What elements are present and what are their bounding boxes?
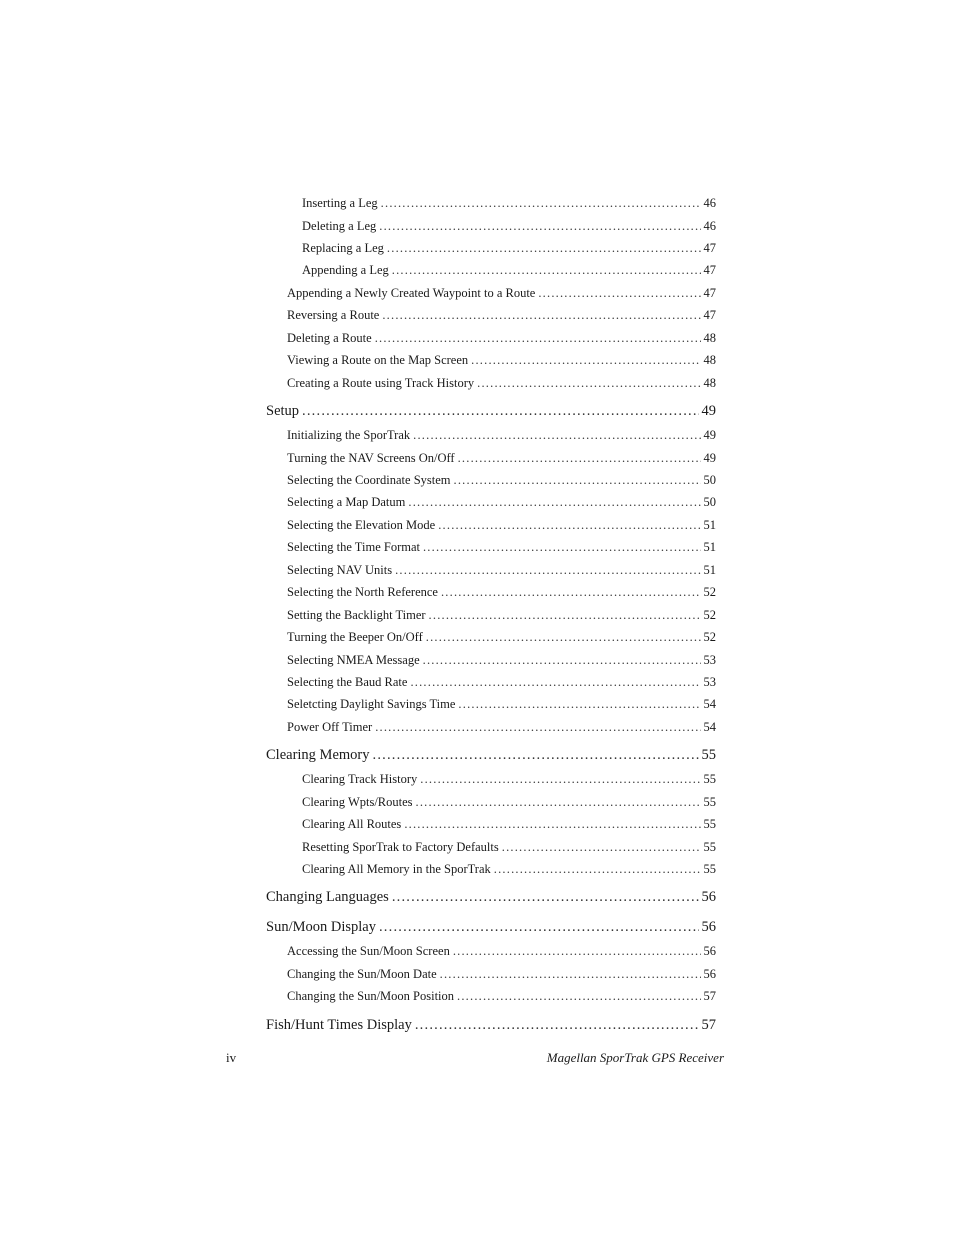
toc-entry-page: 50 bbox=[703, 473, 716, 487]
toc-entry-page: 56 bbox=[703, 967, 716, 981]
toc-entry-page: 55 bbox=[701, 747, 716, 763]
toc-entry-title: Initializing the SporTrak bbox=[287, 428, 411, 442]
toc-entry bbox=[287, 944, 716, 959]
toc-entry-title: Changing the Sun/Moon Position bbox=[287, 989, 455, 1003]
toc-entry-title: Changing Languages bbox=[266, 889, 389, 905]
toc-entry-page: 55 bbox=[703, 817, 716, 831]
toc-entry bbox=[287, 353, 716, 368]
toc-entry bbox=[287, 563, 716, 578]
toc-entry-title: Turning the Beeper On/Off bbox=[287, 630, 423, 644]
toc-entry-title: Selecting the Time Format bbox=[287, 540, 420, 554]
toc-entry bbox=[287, 286, 716, 301]
toc-entry-page: 52 bbox=[703, 630, 716, 644]
dot-leader bbox=[454, 473, 701, 488]
toc-entry-title: Clearing Track History bbox=[302, 772, 418, 786]
toc-entry-title: Deleting a Route bbox=[287, 331, 372, 345]
toc-entry bbox=[302, 196, 716, 211]
toc-entry bbox=[266, 747, 716, 764]
toc-entry bbox=[287, 308, 716, 323]
toc-entry-title: Selecting a Map Datum bbox=[287, 495, 406, 509]
toc-entry-title: Power Off Timer bbox=[287, 720, 373, 734]
toc-entry-page: 53 bbox=[703, 675, 716, 689]
toc-entry bbox=[287, 697, 716, 712]
toc-entry-title: Clearing Memory bbox=[266, 747, 370, 763]
dot-leader bbox=[379, 219, 700, 234]
toc-entry bbox=[287, 451, 716, 466]
toc-entry-page: 53 bbox=[703, 653, 716, 667]
toc-entry bbox=[287, 585, 716, 600]
toc-entry-title: Turning the NAV Screens On/Off bbox=[287, 451, 455, 465]
toc-entry-title: Inserting a Leg bbox=[302, 196, 378, 210]
dot-leader bbox=[387, 241, 701, 256]
toc-entry bbox=[287, 675, 716, 690]
toc-entry-page: 51 bbox=[703, 540, 716, 554]
dot-leader bbox=[381, 196, 701, 211]
toc-entry-page: 55 bbox=[703, 862, 716, 876]
dot-leader bbox=[392, 263, 701, 278]
toc-entry-page: 57 bbox=[701, 1017, 716, 1033]
toc-entry bbox=[287, 331, 716, 346]
dot-leader bbox=[458, 697, 700, 712]
toc-entry-title: Setting the Backlight Timer bbox=[287, 608, 426, 622]
toc-entry-title: Appending a Leg bbox=[302, 263, 389, 277]
dot-leader bbox=[538, 286, 700, 301]
toc-entry-title: Clearing All Routes bbox=[302, 817, 402, 831]
dot-leader bbox=[408, 495, 700, 510]
toc-entry-title: Resetting SporTrak to Factory Defaults bbox=[302, 840, 499, 854]
toc-entry bbox=[287, 989, 716, 1004]
toc-entry bbox=[302, 772, 716, 787]
toc-entry-page: 52 bbox=[703, 608, 716, 622]
dot-leader bbox=[441, 585, 701, 600]
toc-entry-title: Replacing a Leg bbox=[302, 241, 384, 255]
dot-leader bbox=[457, 989, 700, 1004]
toc-entry bbox=[287, 720, 716, 735]
dot-leader bbox=[423, 653, 701, 668]
toc-entry-title: Sun/Moon Display bbox=[266, 919, 376, 935]
dot-leader bbox=[415, 1017, 699, 1034]
toc-entry-title: Selecting the Elevation Mode bbox=[287, 518, 436, 532]
toc-entry bbox=[287, 630, 716, 645]
toc-entry-page: 48 bbox=[703, 376, 716, 390]
toc-entry-title: Accessing the Sun/Moon Screen bbox=[287, 944, 450, 958]
toc-entry-page: 48 bbox=[703, 353, 716, 367]
toc-entry-title: Appending a Newly Created Waypoint to a Route bbox=[287, 286, 536, 300]
toc-entry bbox=[287, 653, 716, 668]
dot-leader bbox=[420, 772, 700, 787]
toc-entry-title: Selecting the Coordinate System bbox=[287, 473, 451, 487]
footer-book-title: Magellan SporTrak GPS Receiver bbox=[546, 1050, 724, 1065]
toc-entry bbox=[302, 241, 716, 256]
toc-entry-page: 46 bbox=[703, 219, 716, 233]
toc-entry-title: Selecting the North Reference bbox=[287, 585, 438, 599]
toc-entry bbox=[287, 495, 716, 510]
dot-leader bbox=[416, 795, 701, 810]
toc-entry-page: 51 bbox=[703, 563, 716, 577]
dot-leader bbox=[477, 376, 700, 391]
toc-entry-page: 47 bbox=[703, 241, 716, 255]
toc-entry-page: 49 bbox=[703, 428, 716, 442]
toc-entry-title: Viewing a Route on the Map Screen bbox=[287, 353, 469, 367]
toc-entry-page: 55 bbox=[703, 840, 716, 854]
dot-leader bbox=[458, 451, 701, 466]
toc-entry bbox=[287, 376, 716, 391]
dot-leader bbox=[440, 967, 701, 982]
toc-entry-page: 49 bbox=[701, 403, 716, 419]
toc-entry-page: 56 bbox=[701, 889, 716, 905]
toc-entry-title: Clearing All Memory in the SporTrak bbox=[302, 862, 491, 876]
toc-entry-title: Fish/Hunt Times Display bbox=[266, 1017, 412, 1033]
dot-leader bbox=[375, 331, 701, 346]
toc-entry-title: Deleting a Leg bbox=[302, 219, 377, 233]
toc-entry bbox=[302, 263, 716, 278]
toc-entry-page: 47 bbox=[703, 263, 716, 277]
toc-entry-page: 47 bbox=[703, 308, 716, 322]
toc-entry-page: 56 bbox=[701, 919, 716, 935]
toc-entry bbox=[302, 862, 716, 877]
toc-entry-page: 47 bbox=[703, 286, 716, 300]
toc-entry bbox=[266, 919, 716, 936]
dot-leader bbox=[382, 308, 700, 323]
toc-entry-title: Selecting NMEA Message bbox=[287, 653, 420, 667]
toc-entry bbox=[266, 889, 716, 906]
toc-entry bbox=[287, 540, 716, 555]
toc-entry-title: Reversing a Route bbox=[287, 308, 380, 322]
toc-entry-title: Creating a Route using Track History bbox=[287, 376, 475, 390]
dot-leader bbox=[502, 840, 701, 855]
toc-entry-page: 50 bbox=[703, 495, 716, 509]
toc-entry bbox=[287, 518, 716, 533]
toc-entry bbox=[302, 840, 716, 855]
toc-entry-page: 48 bbox=[703, 331, 716, 345]
toc-entry bbox=[302, 219, 716, 234]
dot-leader bbox=[379, 919, 699, 936]
toc-entry-page: 54 bbox=[703, 720, 716, 734]
dot-leader bbox=[471, 353, 700, 368]
toc-entry-title: Setup bbox=[266, 403, 300, 419]
toc-entry-title: Selecting the Baud Rate bbox=[287, 675, 408, 689]
toc-entry bbox=[287, 967, 716, 982]
toc-entry bbox=[287, 608, 716, 623]
toc-entry-page: 55 bbox=[703, 795, 716, 809]
footer-page-number: iv bbox=[226, 1050, 237, 1065]
dot-leader bbox=[373, 747, 699, 764]
dot-leader bbox=[410, 675, 700, 690]
toc-entry-page: 54 bbox=[703, 697, 716, 711]
dot-leader bbox=[404, 817, 700, 832]
dot-leader bbox=[392, 889, 699, 906]
toc-entry bbox=[302, 817, 716, 832]
toc-entry-title: Clearing Wpts/Routes bbox=[302, 795, 413, 809]
dot-leader bbox=[413, 428, 700, 443]
toc-entry-page: 55 bbox=[703, 772, 716, 786]
dot-leader bbox=[375, 720, 700, 735]
toc-entry bbox=[302, 795, 716, 810]
toc-entry-title: Seletcting Daylight Savings Time bbox=[287, 697, 456, 711]
toc-entry-page: 56 bbox=[703, 944, 716, 958]
dot-leader bbox=[426, 630, 701, 645]
dot-leader bbox=[302, 403, 698, 420]
toc-entry-title: Selecting NAV Units bbox=[287, 563, 393, 577]
toc-entry bbox=[266, 403, 716, 420]
toc-entry-page: 57 bbox=[703, 989, 716, 1003]
dot-leader bbox=[494, 862, 701, 877]
dot-leader bbox=[423, 540, 701, 555]
dot-leader bbox=[438, 518, 700, 533]
toc-entry bbox=[287, 428, 716, 443]
toc-entry-title: Changing the Sun/Moon Date bbox=[287, 967, 437, 981]
toc-entry-page: 52 bbox=[703, 585, 716, 599]
toc-entry-page: 46 bbox=[703, 196, 716, 210]
dot-leader bbox=[395, 563, 700, 578]
toc-entry-page: 49 bbox=[703, 451, 716, 465]
toc-entry-page: 51 bbox=[703, 518, 716, 532]
dot-leader bbox=[453, 944, 701, 959]
toc-entry bbox=[287, 473, 716, 488]
dot-leader bbox=[429, 608, 701, 623]
toc-entry bbox=[266, 1017, 716, 1034]
